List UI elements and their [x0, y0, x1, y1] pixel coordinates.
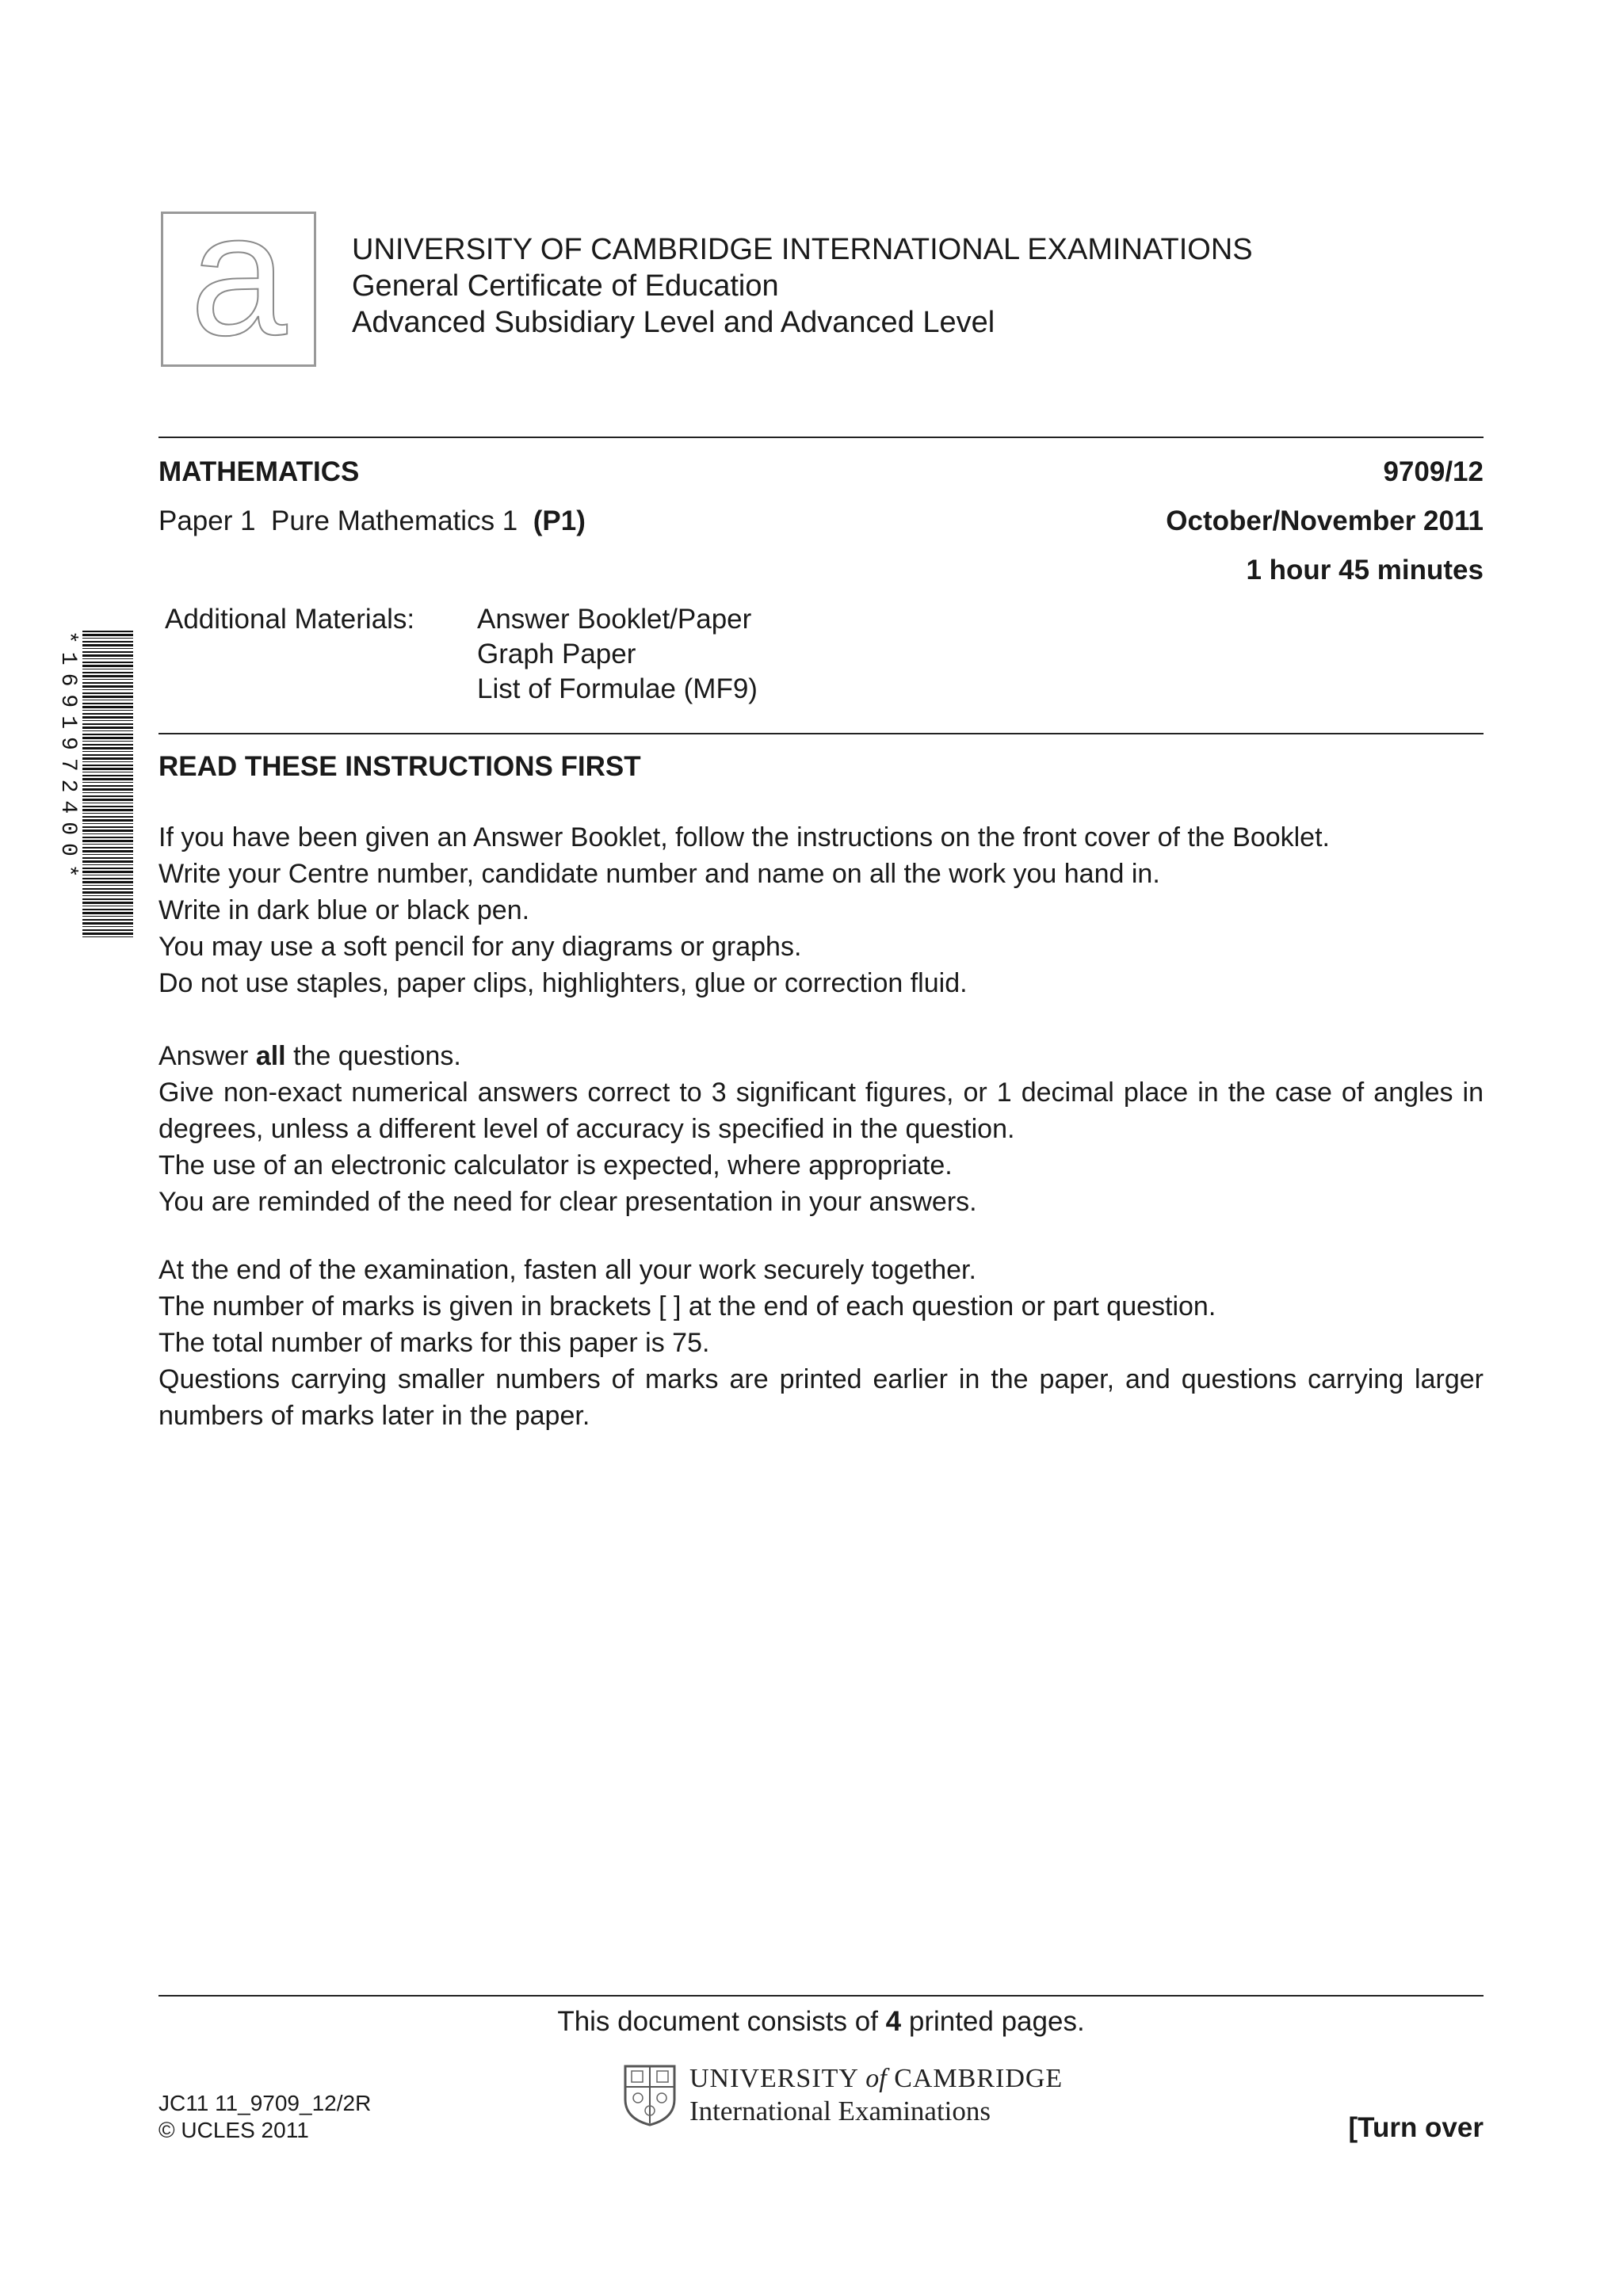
instructions-heading: READ THESE INSTRUCTIONS FIRST	[158, 751, 641, 782]
instruction-line: The number of marks is given in brackets [ ] at the end of each question or part question.	[158, 1291, 1216, 1322]
page-count-suffix: printed pages.	[901, 2006, 1085, 2037]
qualification: General Certificate of Education	[352, 269, 779, 303]
instruction-line: Do not use staples, paper clips, highlighters, glue or correction fluid.	[158, 968, 968, 998]
instruction-line: You may use a soft pencil for any diagrams or graphs.	[158, 932, 802, 962]
logo-letter: a	[189, 177, 288, 372]
instruction-line: Write in dark blue or black pen.	[158, 895, 530, 925]
answer-suffix: the questions.	[285, 1041, 461, 1071]
paper-title	[158, 504, 586, 539]
paper-title-text: Paper 1 Pure Mathematics 1	[158, 505, 533, 536]
materials-item: Graph Paper	[477, 639, 636, 669]
instruction-line: The total number of marks for this paper is 75.	[158, 1328, 710, 1358]
footer-rule	[158, 1995, 1484, 1997]
instructions-group-3	[158, 1252, 1484, 1434]
instruction-line: Write your Centre number, candidate number and name on all the work you hand in.	[158, 859, 1160, 889]
document-reference: JC11 11_9709_12/2R	[158, 2091, 372, 2115]
barcode-digits: *1691972400*	[55, 631, 80, 886]
instruction-line: The use of an electronic calculator is expected, where appropriate.	[158, 1150, 953, 1180]
page-count	[0, 2004, 1623, 2039]
instructions-rule	[158, 733, 1484, 734]
instructions-group-2	[158, 1038, 1484, 1220]
instruction-line: Questions carrying smaller numbers of marks are printed earlier in the paper, and questions carrying larger numbers of marks later in the paper.	[158, 1364, 1484, 1431]
instruction-answer-all	[158, 1038, 1484, 1074]
instructions-group-1	[158, 819, 1484, 1001]
instruction-line: At the end of the examination, fasten all your work securely together.	[158, 1255, 976, 1285]
turn-over: [Turn over	[1348, 2112, 1484, 2143]
answer-prefix: Answer	[158, 1041, 256, 1071]
instruction-line: Give non-exact numerical answers correct to 3 significant figures, or 1 decimal place in the case of angles in degrees, unless a different level of accuracy is specified in the question.	[158, 1077, 1484, 1144]
wordmark-of: of	[865, 2064, 887, 2093]
cambridge-wordmark-line2: International Examinations	[689, 2096, 991, 2126]
instruction-line: You are reminded of the need for clear presentation in your answers.	[158, 1187, 977, 1217]
level: Advanced Subsidiary Level and Advanced Level	[352, 306, 995, 339]
cambridge-wordmark-line1	[689, 2063, 1063, 2095]
wordmark-cambridge: CAMBRIDGE	[886, 2064, 1064, 2093]
exam-duration: 1 hour 45 minutes	[1246, 555, 1484, 585]
paper-title-code: (P1)	[533, 505, 586, 536]
answer-bold: all	[255, 1041, 286, 1071]
copyright-notice: © UCLES 2011	[158, 2118, 309, 2142]
paper-code: 9709/12	[1383, 456, 1484, 487]
materials-label: Additional Materials:	[165, 604, 415, 635]
page-count-prefix: This document consists of	[557, 2006, 886, 2037]
wordmark-university: UNIVERSITY	[689, 2064, 866, 2093]
materials-item: Answer Booklet/Paper	[477, 604, 752, 635]
page-count-number: 4	[885, 2006, 902, 2037]
top-rule	[158, 437, 1484, 438]
subject-title: MATHEMATICS	[158, 456, 360, 487]
board-name: UNIVERSITY OF CAMBRIDGE INTERNATIONAL EXAMINATIONS	[352, 233, 1253, 266]
candidate-barcode	[82, 631, 133, 940]
exam-board-logo	[161, 177, 316, 372]
university-crest-icon	[622, 2063, 678, 2126]
instruction-line: If you have been given an Answer Booklet, follow the instructions on the front cover of the Booklet.	[158, 822, 1330, 852]
exam-session: October/November 2011	[1166, 505, 1484, 536]
materials-item: List of Formulae (MF9)	[477, 673, 758, 704]
